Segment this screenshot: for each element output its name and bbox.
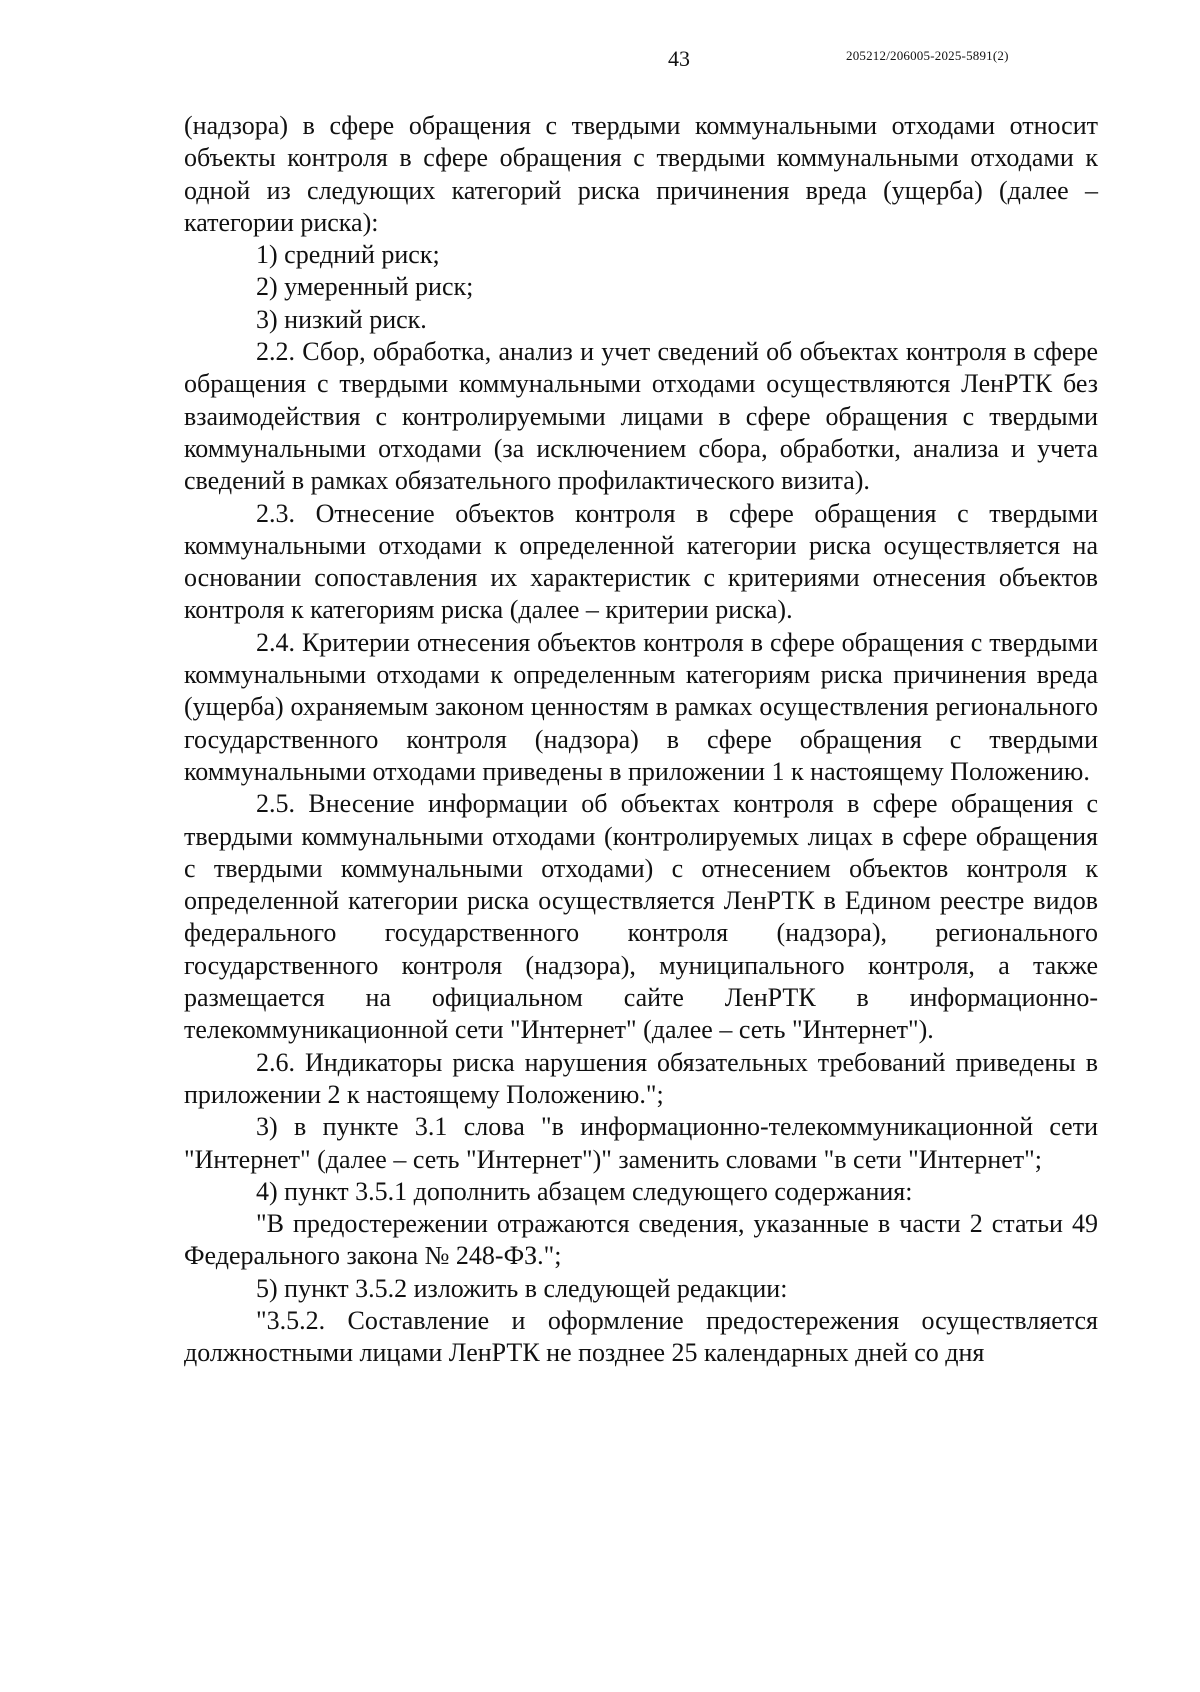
risk-category-low: 3) низкий риск.	[256, 304, 427, 334]
document-id: 205212/206005-2025-5891(2)	[846, 48, 1009, 63]
risk-category-medium: 1) средний риск;	[256, 240, 440, 270]
paragraph-2-6: 2.6. Индикаторы риска нарушения обязательных требований приведены в приложении 2 к настоящему Положению.";	[184, 1047, 1098, 1109]
page-number: 43	[668, 46, 690, 71]
amendment-quote-5: "3.5.2. Составление и оформление предостережения осуществляется должностными лицами ЛенРТК не позднее 25 календарных дней со дня	[184, 1305, 1098, 1368]
document-body	[184, 110, 1098, 1370]
amendment-quote-4: "В предостережении отражаются сведения, указанные в части 2 статьи 49 Федерального закона № 248-ФЗ.";	[184, 1209, 1098, 1271]
paragraph-intro: (надзора) в сфере обращения с твердыми коммунальными отходами относит объекты контроля в сфере обращения с твердыми коммунальными отходами к одной из следующих категорий риска причинения вреда (ущерба) (далее – категории риска):	[184, 111, 1098, 237]
amendment-item-4: 4) пункт 3.5.1 дополнить абзацем следующего содержания:	[256, 1176, 913, 1206]
amendment-item-5: 5) пункт 3.5.2 изложить в следующей редакции:	[256, 1273, 788, 1303]
risk-category-moderate: 2) умеренный риск;	[256, 272, 474, 302]
paragraph-2-2: 2.2. Сбор, обработка, анализ и учет сведений об объектах контроля в сфере обращения с твердыми коммунальными отходами осуществляются ЛенРТК без взаимодействия с контролируемыми лицами в сфере обращения с твердыми коммунальными отходами (за исключением сбора, обработки, анализа и учета сведений в рамках обязательного профилактического визита).	[184, 337, 1098, 496]
paragraph-2-4: 2.4. Критерии отнесения объектов контроля в сфере обращения с твердыми коммунальными отходами к определенным категориям риска причинения вреда (ущерба) охраняемым законом ценностям в рамках осуществления регионального государственного контроля (надзора) в сфере обращения с твердыми коммунальными отходами приведены в приложении 1 к настоящему Положению.	[184, 627, 1098, 786]
paragraph-2-3: 2.3. Отнесение объектов контроля в сфере обращения с твердыми коммунальными отходами к определенной категории риска осуществляется на основании сопоставления их характеристик с критериями отнесения объектов контроля к категориям риска (далее – критерии риска).	[184, 498, 1098, 625]
amendment-item-3: 3) в пункте 3.1 слова "в информационно-телекоммуникационной сети "Интернет" (далее – сеть "Интернет")" заменить словами "в сети "Интернет";	[184, 1112, 1098, 1174]
paragraph-2-5: 2.5. Внесение информации об объектах контроля в сфере обращения с твердыми коммунальными отходами (контролируемых лицах в сфере обращения с твердыми коммунальными отходами) с отнесением объектов контроля к определенной категории риска осуществляется ЛенРТК в Едином реестре видов федерального государственного контроля (надзора), регионального государственного контроля (надзора), муниципального контроля, а также размещается на официальном сайте ЛенРТК в информационно-телекоммуникационной сети "Интернет" (далее – сеть "Интернет").	[184, 789, 1098, 1045]
